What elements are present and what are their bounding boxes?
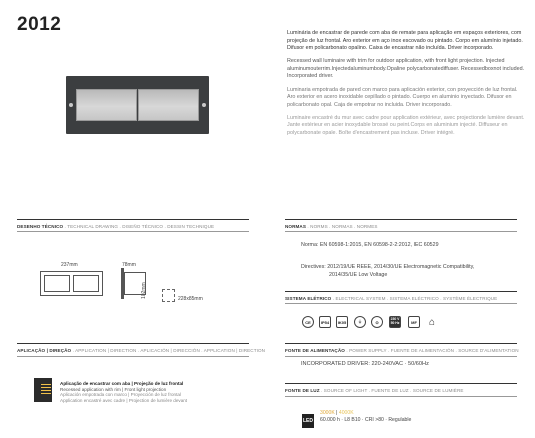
dimension-width: 237mm [61, 262, 78, 268]
dimension-depth: 78mm [122, 262, 136, 268]
electrical-heading: SISTEMA ELÉTRICO . ELECTRICAL SYSTEM . SISTEMA ELÉCTRICO . SYSTÈME ÉLECTRIQUE [285, 296, 498, 301]
driver-spec: INCORPORATED DRIVER: 220-240VAC · 50/60Hz [301, 361, 429, 367]
description-es: Luminaria empotrada de pared con marco para aplicación exterior, con proyección de luz frontal. Aro exterior en acero inoxidable cepillado o pintado. Cuerpo en aluminio inyectado. Difusor en policarbonato opal. Caja de empotrar no incluida. Driver incorporado. [287, 86, 518, 108]
product-code: 2012 [17, 14, 62, 35]
application-rule [17, 343, 249, 344]
description-fr: Luminaire encastré du mur avec cadre pour application extérieur, avec projectionde lumière devant. Jante extérieur en acier inoxydable brossé ou peint.Corps en aluminium injecté. Diffuseur en polycarbonate opale. Boîte d'encastrement pas incluse. Driver intégré. [287, 114, 525, 137]
cct-separator: | [334, 410, 339, 416]
power-underline [285, 356, 517, 357]
front-view-right-window [73, 275, 99, 292]
voltage-value: 230 V [390, 317, 400, 322]
surface-temp-icon: ⊙ [371, 316, 383, 328]
class-i-icon: ⏚ [354, 316, 366, 328]
right-screw [202, 103, 206, 107]
norms-directives-cont: 2014/35/UE Low Voltage [329, 272, 388, 278]
application-pt: Aplicação de encastrar com aba | Projeção de luz frontal [60, 381, 184, 386]
technical-drawing-rule [17, 219, 249, 220]
lifetime-specs: 60.000 h · L8 B10 · CRI >80 · Regulable [320, 417, 412, 424]
side-view-drawing [121, 268, 149, 299]
description-pt: Luminária de encastrar de parede com aba de remate para aplicação em espaços exteriores, com projeção de luz frontal. Aro exterior em aço inox escovado ou pintado. Corpo em alumínio injetado. Difusor em policarbonato opalino. Caixa de encastrar não incluída. Driver incorporado. [287, 30, 523, 52]
cutout-icon [162, 289, 175, 302]
norms-underline [285, 231, 517, 232]
cct-3000k: 3000K [320, 410, 335, 416]
right-diffuser-pane [138, 89, 199, 121]
power-rule [285, 343, 517, 344]
voltage-icon [389, 316, 401, 328]
mf-icon: MF [408, 316, 420, 328]
application-en: Recessed application with rim | Front light projection [60, 386, 167, 392]
ce-mark-icon: CE [302, 316, 314, 328]
front-view-left-window [44, 275, 70, 292]
application-heading: APLICAÇÃO | DIREÇÃO . APPLICATION | DIRECTION . APLICACIÓN | DIRECCIÓN . APPLICATION | DIRECTION [17, 348, 266, 353]
front-view-drawing [40, 271, 103, 296]
description-en: Recessed wall luminaire with trim for outdoor application, with front light projection. Injected aluminumouterrim.Injectedaluminumbody.Opaline polycarbonatediffuser. Recessedboxnot included. Incorporated driver. [287, 58, 525, 80]
wall-application-icon [34, 378, 52, 402]
side-view-body [124, 272, 146, 295]
light-source-underline [285, 396, 517, 397]
technical-drawing-underline [17, 231, 249, 232]
application-underline [17, 356, 249, 357]
light-source-rule [285, 383, 517, 384]
ip54-icon: IP54 [319, 316, 331, 328]
left-diffuser-pane [76, 89, 137, 121]
norms-directives: Directives: 2012/19/UE REEE, 2014/30/UE Electromagnetic Compatibility, [301, 264, 475, 270]
product-image [66, 76, 209, 134]
application-text [60, 381, 187, 403]
norms-heading: NORMAS . NORMS . NORMAS . NORMES [285, 224, 378, 229]
electrical-rule [285, 291, 517, 292]
technical-drawing-heading: DESENHO TÉCNICO . TECHNICAL DRAWING . DISEÑO TÉCNICO . DESSIN TECHNIQUE [17, 224, 215, 229]
led-badge: LED [302, 414, 314, 428]
power-heading: FONTE DE ALIMENTAÇÃO . POWER SUPPLY . FUENTE DE ALIMENTACIÓN . SOURCE D'ALIMENTATION [285, 348, 519, 353]
cct-4000k: 4000K [338, 410, 354, 416]
description [287, 30, 527, 143]
dimension-height: 102mm [141, 282, 147, 299]
light-source-heading: FONTE DE LUZ . SOURCE OF LIGHT . FUENTE DE LUZ . SOURCE DE LUMIÈRE [285, 388, 464, 393]
electrical-underline [285, 303, 517, 304]
norms-rule [285, 219, 517, 220]
recycling-bin-icon: ⌂ [428, 316, 436, 328]
application-es: Aplicación empotrada con marco | Proyección de luz frontal [60, 392, 181, 398]
ik05-icon: IK05 [336, 316, 348, 328]
light-rays-icon [41, 384, 51, 396]
application-fr: Application encastré avec cadre | Projection de lumière devant [60, 397, 188, 403]
dimension-cutout: 228x85mm [178, 296, 203, 302]
norms-standard: Norma: EN 60598-1:2015, EN 60598-2-2:2012, IEC 60529 [301, 242, 439, 248]
light-source-specs [320, 410, 411, 425]
frequency-value: 50 Hz [390, 321, 400, 325]
left-screw [69, 103, 73, 107]
cct-values [320, 410, 411, 417]
